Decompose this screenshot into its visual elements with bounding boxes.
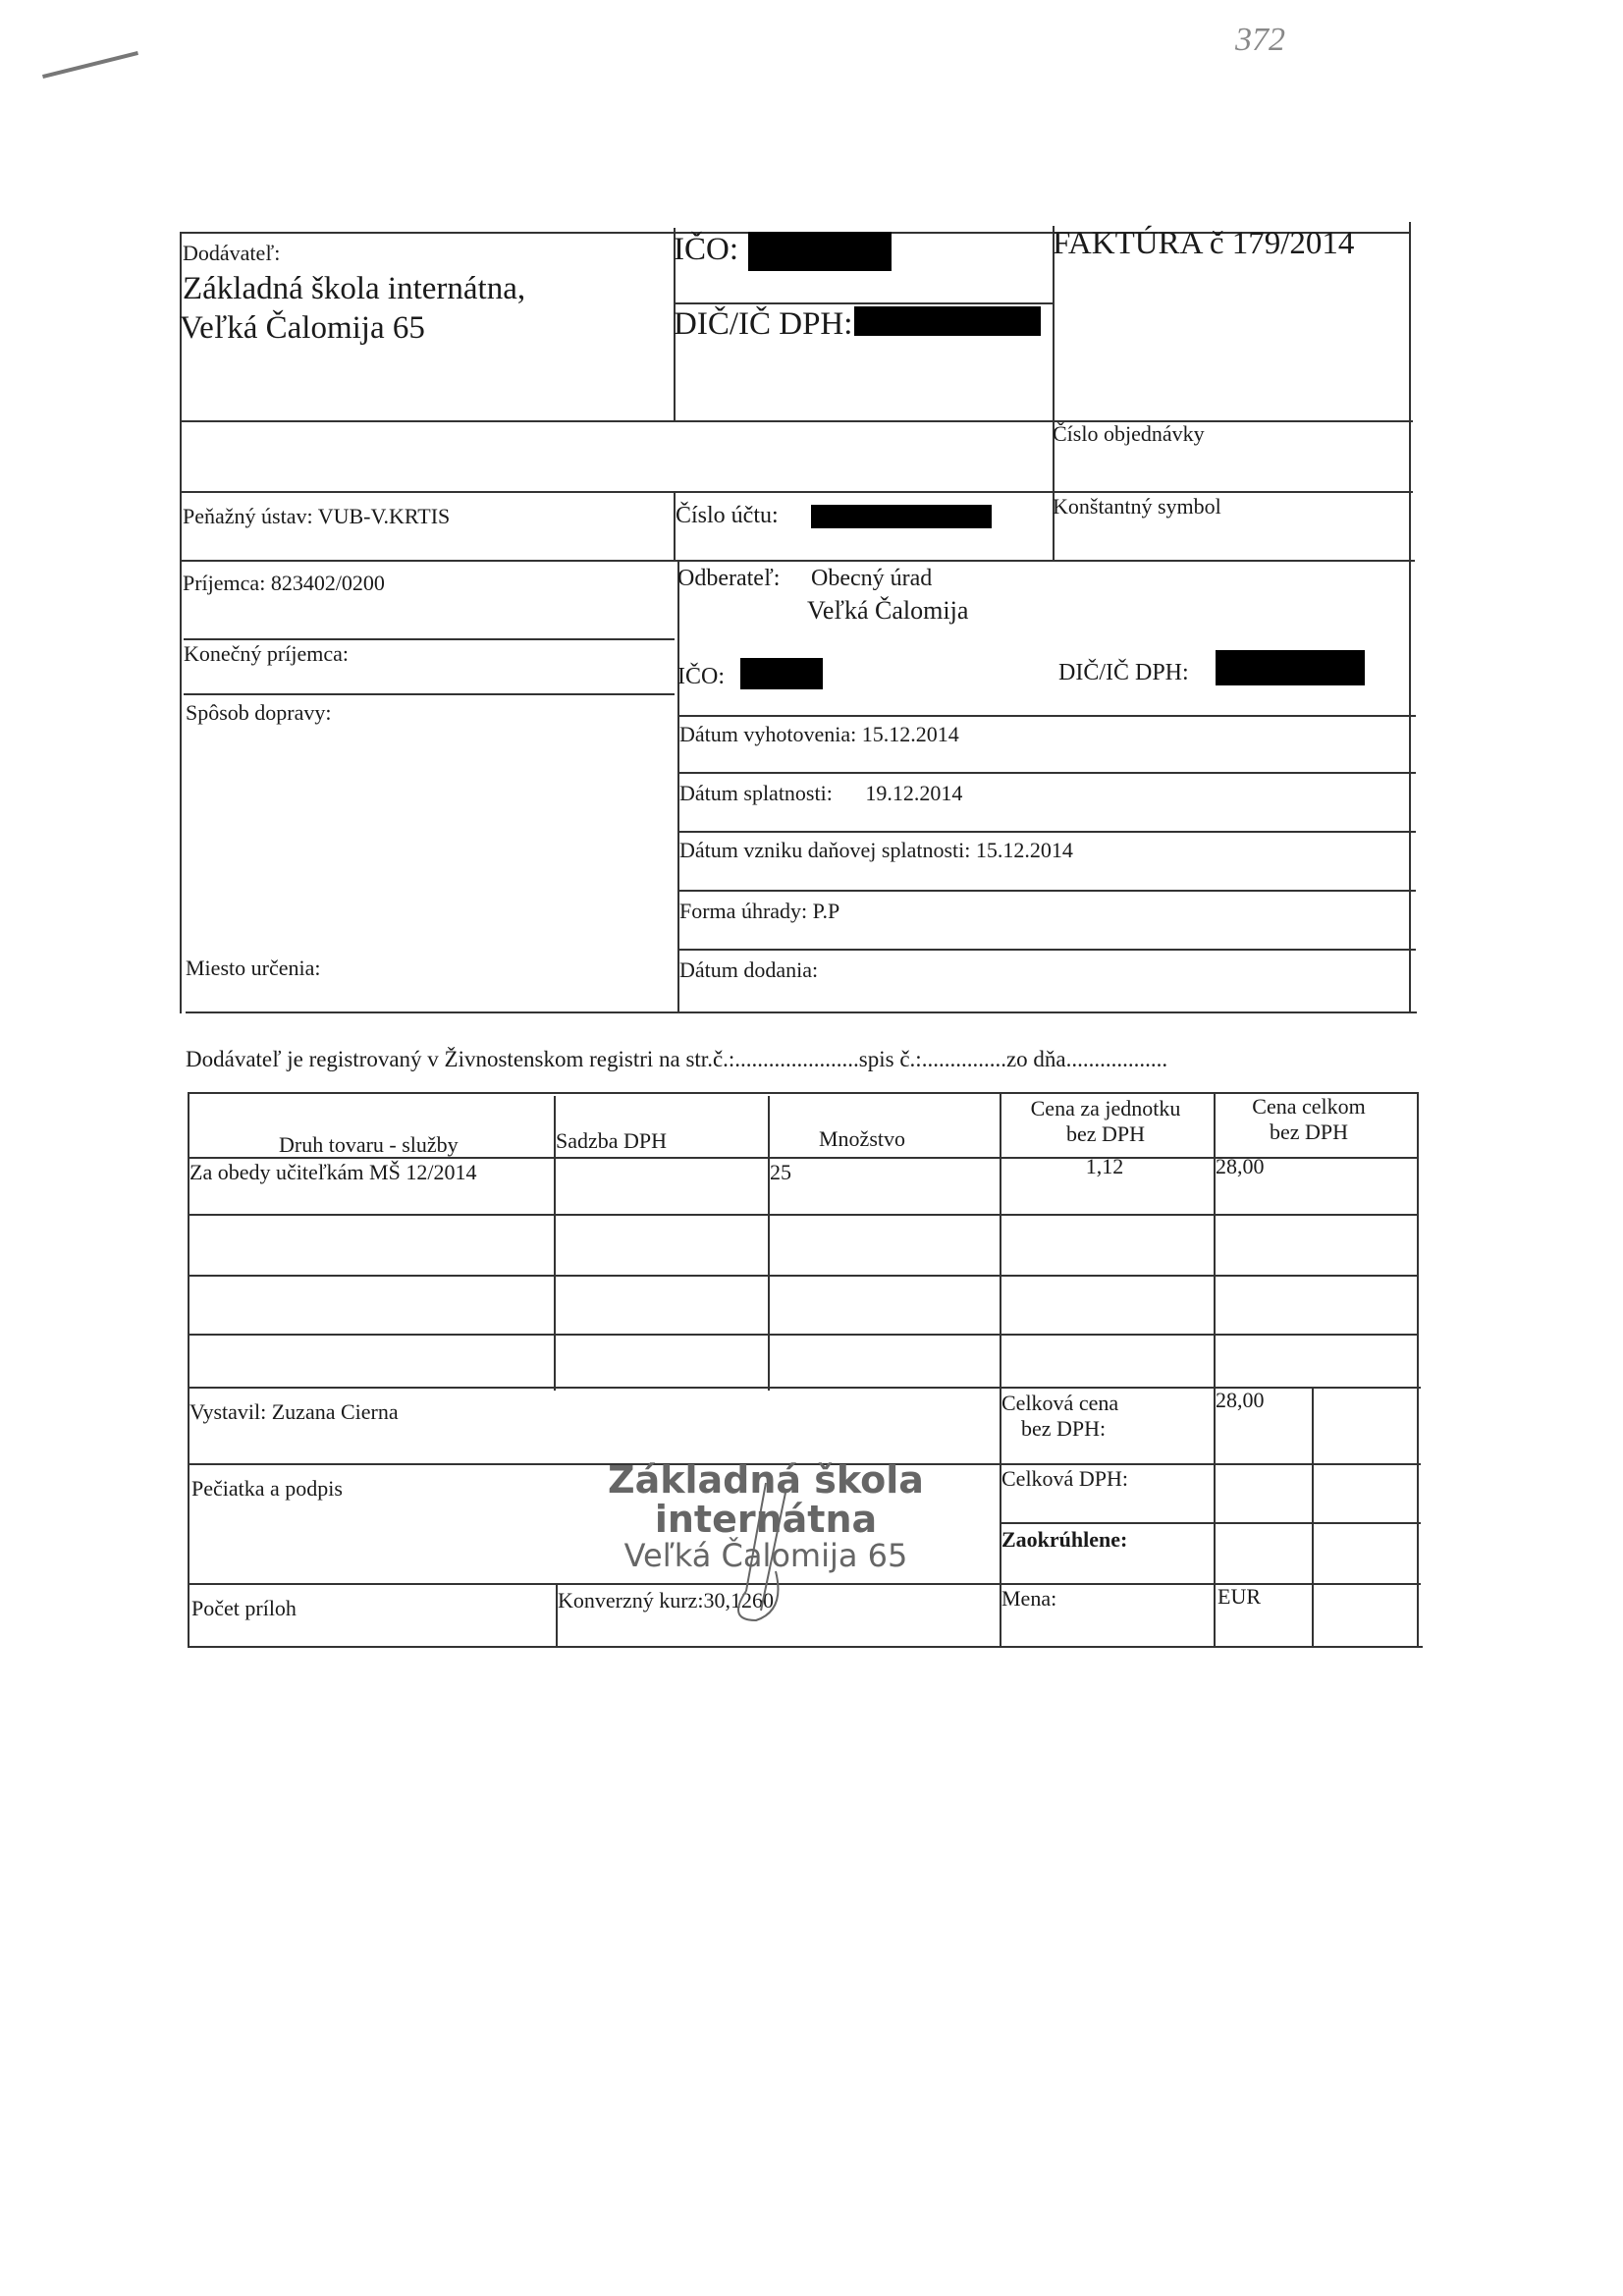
due-date-label: Dátum splatnosti: (679, 781, 833, 805)
rule (768, 1096, 770, 1391)
rule (677, 949, 1416, 951)
bank-institution-label (183, 505, 450, 528)
header-total-line1: Cena celkom (1252, 1094, 1366, 1119)
total-vat-label: Celková DPH: (1001, 1466, 1128, 1491)
tax-date-label: Dátum vzniku daňovej splatnosti: (679, 838, 971, 862)
recipient-label: Príjemca: (183, 571, 266, 595)
conversion-value: 30,1260 (703, 1588, 774, 1613)
supplier-name: Základná škola internátna, (183, 271, 526, 306)
header-unit-price-line1: Cena za jednotku (1030, 1096, 1181, 1121)
transport-label: Spôsob dopravy: (186, 700, 332, 725)
constant-symbol-label: Konštantný symbol (1053, 494, 1221, 519)
rule (677, 715, 1416, 717)
handwritten-page-number: 372 (1235, 22, 1285, 58)
rounded-label: Zaokrúhlene: (1001, 1527, 1128, 1552)
recipient (183, 572, 385, 595)
header-vat-rate: Sadzba DPH (556, 1128, 668, 1153)
issued-by-value: Zuzana Cierna (271, 1399, 399, 1424)
redacted-customer-ico (740, 658, 823, 689)
rule (184, 693, 675, 695)
rule (184, 638, 675, 640)
customer-name: Obecný úrad (811, 566, 933, 591)
payment-form (679, 900, 839, 923)
rule (677, 890, 1416, 892)
redacted-account (811, 505, 992, 528)
issued-by (189, 1400, 399, 1424)
tax-date-value: 15.12.2014 (975, 838, 1073, 862)
total-no-vat-label-line2: bez DPH: (1021, 1416, 1107, 1441)
row-quantity: 25 (770, 1160, 791, 1184)
redacted-supplier-ico (748, 232, 892, 271)
rule (677, 831, 1416, 833)
supplier-address: Veľká Čalomija 65 (180, 310, 425, 346)
payment-form-label: Forma úhrady: (679, 899, 808, 923)
due-date-value: 19.12.2014 (865, 781, 963, 805)
customer-ico-label: IČO: (677, 664, 725, 689)
stamp-label: Pečiatka a podpis (191, 1476, 343, 1501)
issue-date (679, 723, 959, 746)
rule (180, 491, 1413, 493)
header-goods: Druh tovaru - služby (279, 1132, 459, 1157)
currency-value: EUR (1217, 1584, 1261, 1609)
rule (1001, 1522, 1421, 1524)
customer-address: Veľká Čalomija (807, 596, 969, 625)
rule (674, 302, 1053, 304)
row-total: 28,00 (1216, 1154, 1265, 1178)
rule (1312, 1387, 1314, 1646)
supplier-ico-label: IČO: (674, 232, 738, 267)
stamp-line1: Základná škola (608, 1458, 924, 1502)
row-goods: Za obedy učiteľkám MŠ 12/2014 (189, 1160, 477, 1184)
stamp-line2: internátna (654, 1497, 878, 1541)
rule (180, 232, 182, 1013)
rule (677, 772, 1416, 774)
supplier-dic-label: DIČ/IČ DPH: (674, 306, 853, 342)
issue-date-value: 15.12.2014 (861, 722, 959, 746)
rule (188, 1334, 1419, 1336)
header-total (1216, 1094, 1402, 1145)
issue-date-label: Dátum vyhotovenia: (679, 722, 857, 746)
rule (189, 1646, 1423, 1648)
redacted-customer-dic (1216, 650, 1365, 685)
registry-text: Dodávateľ je registrovaný v Živnostenskom registri na str.č.:......................spis č.:...............zo dňa.................. (186, 1047, 1168, 1071)
attachments-label: Počet príloh (191, 1596, 297, 1620)
rule (180, 420, 1413, 422)
invoice-title: FAKTÚRA č 179/2014 (1053, 226, 1355, 261)
rule (1417, 1092, 1419, 1648)
header-quantity: Množstvo (819, 1126, 905, 1151)
delivery-date-label: Dátum dodania: (679, 957, 819, 982)
conversion-label: Konverzný kurz: (558, 1588, 704, 1613)
recipient-value: 823402/0200 (270, 571, 385, 595)
final-recipient-label: Konečný príjemca: (184, 641, 349, 666)
currency-label: Mena: (1001, 1586, 1057, 1611)
supplier-label: Dodávateľ: (183, 241, 281, 265)
header-unit-price (1000, 1096, 1212, 1147)
signature (687, 1473, 844, 1630)
redacted-supplier-dic (854, 306, 1041, 336)
destination-label: Miesto určenia: (186, 956, 321, 980)
row-unit-price: 1,12 (1085, 1154, 1124, 1178)
bank-institution-label-text: Peňažný ústav: (183, 504, 313, 528)
total-no-vat-label (1001, 1391, 1118, 1442)
rule (188, 1214, 1419, 1216)
rule (1409, 222, 1411, 1011)
rule (188, 1275, 1419, 1277)
payment-form-value: P.P (812, 899, 840, 923)
issued-by-label: Vystavil: (189, 1399, 267, 1424)
due-date (679, 782, 962, 805)
customer-dic-label: DIČ/IČ DPH: (1058, 660, 1189, 685)
account-label: Číslo účtu: (676, 503, 779, 528)
pen-mark (42, 51, 138, 79)
stamp-line3: Veľká Čalomija 65 (623, 1536, 908, 1574)
bank-institution: VUB-V.KRTIS (317, 504, 451, 528)
rule (182, 560, 1415, 562)
header-unit-price-line2: bez DPH (1065, 1121, 1146, 1146)
order-number-label: Číslo objednávky (1053, 421, 1205, 446)
customer-label: Odberateľ: (677, 566, 781, 591)
rule (186, 1011, 1417, 1013)
header-total-line2: bez DPH (1269, 1120, 1349, 1144)
tax-date (679, 839, 1073, 862)
total-no-vat-label-line1: Celková cena (1001, 1391, 1119, 1415)
total-no-vat-value: 28,00 (1216, 1388, 1265, 1412)
